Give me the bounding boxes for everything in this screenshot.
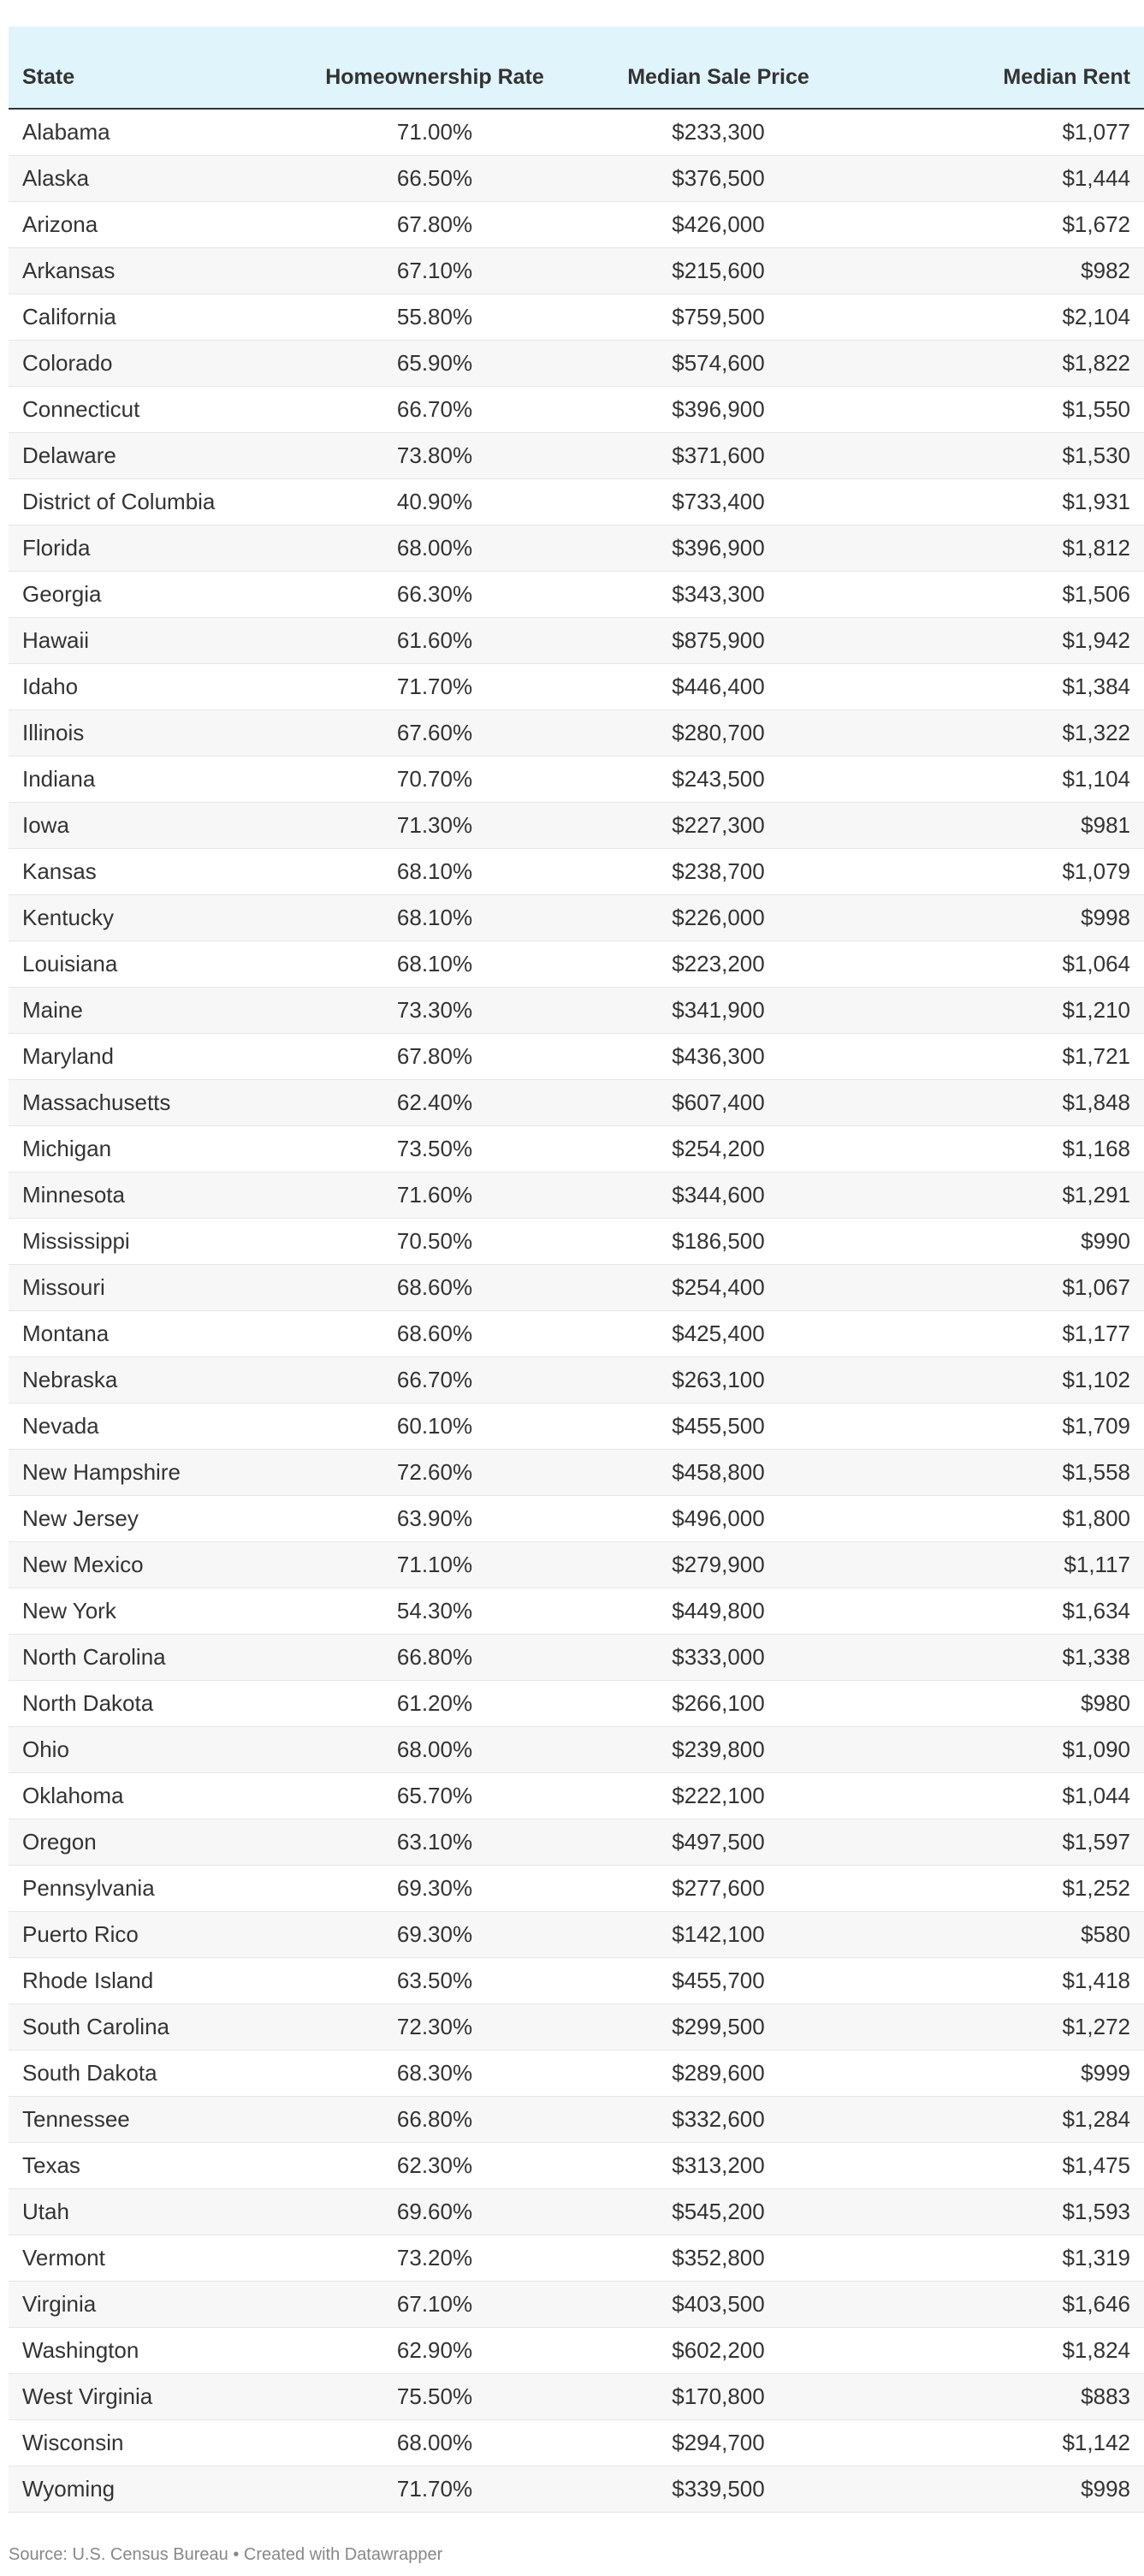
cell-state: Nevada [22, 1412, 99, 1439]
cell-state: Minnesota [22, 1181, 125, 1208]
cell-state: Oregon [22, 1828, 97, 1855]
cell-state: New Jersey [22, 1505, 139, 1531]
cell-median-rent: $1,672 [1062, 211, 1130, 237]
cell-state: Vermont [22, 2244, 105, 2270]
table-row [9, 1495, 1144, 1541]
cell-homeownership-rate: 67.80% [396, 211, 473, 237]
table-row [9, 1218, 1144, 1264]
cell-state: North Dakota [22, 1689, 154, 1716]
cell-median-sale-price: $574,600 [672, 349, 765, 376]
cell-state: Louisiana [22, 950, 118, 976]
cell-homeownership-rate: 68.10% [396, 858, 473, 884]
table-row [9, 1079, 1144, 1125]
cell-homeownership-rate: 71.30% [396, 811, 473, 838]
table-row [9, 1819, 1144, 1865]
cell-median-rent: $1,506 [1062, 580, 1130, 607]
cell-homeownership-rate: 66.70% [396, 1366, 473, 1392]
cell-median-rent: $982 [1081, 257, 1130, 283]
table-row [9, 1911, 1144, 1957]
cell-median-sale-price: $344,600 [672, 1181, 765, 1208]
cell-median-sale-price: $449,800 [672, 1597, 765, 1623]
cell-state: Utah [22, 2198, 69, 2224]
table-row [9, 617, 1144, 663]
cell-state: Kansas [22, 858, 97, 884]
table-row [9, 709, 1144, 756]
table-row [9, 2373, 1144, 2419]
table-row [9, 1957, 1144, 2003]
cell-state: Washington [22, 2336, 139, 2363]
cell-state: Alabama [22, 118, 110, 145]
cell-state: Montana [22, 1320, 110, 1346]
cell-homeownership-rate: 40.90% [396, 488, 473, 514]
table-row [9, 2096, 1144, 2142]
cell-state: Tennessee [22, 2105, 130, 2132]
cell-state: Nebraska [22, 1366, 118, 1392]
cell-state: Wisconsin [22, 2429, 124, 2455]
cell-median-sale-price: $446,400 [672, 673, 765, 699]
cell-state: Iowa [22, 811, 69, 838]
cell-homeownership-rate: 67.10% [396, 257, 473, 283]
cell-median-rent: $1,079 [1062, 858, 1130, 884]
cell-median-sale-price: $545,200 [672, 2198, 765, 2224]
cell-median-rent: $580 [1081, 1920, 1130, 1947]
table-row [9, 1125, 1144, 1172]
cell-median-sale-price: $223,200 [672, 950, 765, 976]
cell-median-rent: $1,444 [1062, 164, 1130, 191]
cell-median-rent: $980 [1081, 1689, 1130, 1716]
cell-state: Hawaii [22, 626, 90, 653]
cell-median-rent: $981 [1081, 811, 1130, 838]
cell-median-sale-price: $343,300 [672, 580, 765, 607]
cell-state: Alaska [22, 164, 90, 191]
cell-median-sale-price: $602,200 [672, 2336, 765, 2363]
column-header-median-rent[interactable]: Median Rent [860, 27, 1144, 109]
cell-median-sale-price: $254,400 [672, 1273, 765, 1300]
cell-state: Illinois [22, 719, 85, 745]
cell-median-rent: $1,044 [1062, 1782, 1130, 1808]
table-row [9, 155, 1144, 201]
table-row [9, 109, 1144, 155]
cell-median-sale-price: $339,500 [672, 2475, 765, 2502]
cell-median-rent: $1,117 [1064, 1551, 1130, 1577]
cell-median-sale-price: $496,000 [672, 1505, 765, 1531]
cell-state: Texas [22, 2152, 80, 2178]
table-row [9, 2050, 1144, 2096]
cell-median-rent: $1,291 [1062, 1181, 1130, 1208]
table-row [9, 1449, 1144, 1495]
table-row [9, 2235, 1144, 2281]
table-row [9, 1033, 1144, 1079]
cell-median-sale-price: $243,500 [672, 765, 765, 792]
cell-median-rent: $998 [1081, 2475, 1130, 2502]
table-row [9, 987, 1144, 1033]
cell-state: South Carolina [22, 2013, 169, 2039]
cell-state: Maine [22, 996, 83, 1023]
cell-median-sale-price: $299,500 [672, 2013, 765, 2039]
cell-median-sale-price: $376,500 [672, 164, 765, 191]
cell-median-sale-price: $759,500 [672, 303, 765, 329]
cell-homeownership-rate: 60.10% [396, 1412, 473, 1439]
cell-homeownership-rate: 55.80% [396, 303, 473, 329]
cell-homeownership-rate: 68.30% [396, 2059, 473, 2086]
cell-median-sale-price: $170,800 [672, 2383, 765, 2409]
cell-state: Mississippi [22, 1227, 130, 1254]
cell-homeownership-rate: 72.30% [396, 2013, 473, 2039]
cell-state: Massachusetts [22, 1089, 171, 1115]
cell-median-rent: $883 [1081, 2383, 1130, 2409]
table-row [9, 294, 1144, 340]
table-row [9, 386, 1144, 432]
cell-median-sale-price: $215,600 [672, 257, 765, 283]
cell-homeownership-rate: 73.30% [396, 996, 473, 1023]
cell-median-rent: $1,338 [1062, 1643, 1130, 1670]
cell-median-rent: $1,800 [1062, 1505, 1130, 1531]
cell-homeownership-rate: 68.00% [396, 534, 473, 561]
cell-median-sale-price: $233,300 [672, 118, 765, 145]
cell-state: Colorado [22, 349, 113, 376]
cell-median-rent: $1,090 [1062, 1736, 1130, 1762]
cell-median-sale-price: $425,400 [672, 1320, 765, 1346]
cell-state: Georgia [22, 580, 102, 607]
column-header-median-sale-price[interactable]: Median Sale Price [577, 27, 860, 109]
cell-median-rent: $1,077 [1062, 118, 1130, 145]
cell-median-rent: $1,721 [1062, 1042, 1130, 1069]
table-row [9, 802, 1144, 848]
cell-homeownership-rate: 73.50% [396, 1135, 473, 1161]
cell-median-sale-price: $607,400 [672, 1089, 765, 1115]
cell-median-rent: $1,942 [1062, 626, 1130, 653]
cell-state: Connecticut [22, 395, 140, 422]
cell-homeownership-rate: 66.70% [396, 395, 473, 422]
table-row [9, 432, 1144, 478]
cell-median-sale-price: $458,800 [672, 1458, 765, 1485]
cell-median-sale-price: $266,100 [672, 1689, 765, 1716]
cell-median-rent: $1,252 [1062, 1874, 1130, 1901]
source-footer: Source: U.S. Census Bureau • Created with Datawrapper [9, 2545, 443, 2564]
table-row [9, 2281, 1144, 2327]
table-row [9, 1403, 1144, 1449]
cell-median-rent: $998 [1081, 904, 1130, 930]
table-body [9, 109, 1144, 2512]
cell-homeownership-rate: 68.00% [396, 1736, 473, 1762]
cell-median-sale-price: $280,700 [672, 719, 765, 745]
cell-homeownership-rate: 66.80% [396, 1643, 473, 1670]
table-row [9, 247, 1144, 294]
cell-homeownership-rate: 73.20% [396, 2244, 473, 2270]
table-row [9, 894, 1144, 941]
cell-homeownership-rate: 62.30% [396, 2152, 473, 2178]
table-row [9, 340, 1144, 386]
cell-median-rent: $1,931 [1062, 488, 1130, 514]
cell-median-sale-price: $333,000 [672, 1643, 765, 1670]
cell-state: Oklahoma [22, 1782, 124, 1808]
cell-homeownership-rate: 68.60% [396, 1273, 473, 1300]
cell-homeownership-rate: 61.20% [396, 1689, 473, 1716]
cell-state: Ohio [22, 1736, 69, 1762]
cell-median-rent: $1,102 [1062, 1366, 1130, 1392]
cell-median-rent: $999 [1081, 2059, 1130, 2086]
cell-median-sale-price: $426,000 [672, 211, 765, 237]
cell-median-rent: $1,319 [1062, 2244, 1130, 2270]
cell-median-rent: $2,104 [1062, 303, 1130, 329]
cell-median-rent: $1,824 [1062, 2336, 1130, 2363]
cell-homeownership-rate: 75.50% [396, 2383, 473, 2409]
cell-median-sale-price: $313,200 [672, 2152, 765, 2178]
table-row [9, 1541, 1144, 1588]
cell-homeownership-rate: 70.70% [396, 765, 473, 792]
cell-homeownership-rate: 66.50% [396, 164, 473, 191]
cell-median-rent: $1,848 [1062, 1089, 1130, 1115]
cell-state: Florida [22, 534, 91, 561]
cell-homeownership-rate: 71.70% [396, 673, 473, 699]
cell-median-rent: $1,064 [1062, 950, 1130, 976]
table-row [9, 2003, 1144, 2050]
cell-median-rent: $1,558 [1062, 1458, 1130, 1485]
cell-homeownership-rate: 73.80% [396, 442, 473, 468]
cell-median-rent: $1,530 [1062, 442, 1130, 468]
cell-homeownership-rate: 71.00% [396, 118, 473, 145]
cell-homeownership-rate: 67.80% [396, 1042, 473, 1069]
cell-homeownership-rate: 68.60% [396, 1320, 473, 1346]
cell-median-rent: $1,067 [1062, 1273, 1130, 1300]
cell-median-rent: $1,322 [1062, 719, 1130, 745]
cell-median-rent: $1,593 [1062, 2198, 1130, 2224]
cell-state: Idaho [22, 673, 79, 699]
cell-median-sale-price: $239,800 [672, 1736, 765, 1762]
cell-state: Rhode Island [22, 1967, 154, 1993]
table-row [9, 1680, 1144, 1726]
table-row [9, 1310, 1144, 1356]
table-container [9, 27, 1130, 2513]
cell-state: Missouri [22, 1273, 105, 1300]
table-row [9, 1264, 1144, 1310]
cell-median-rent: $1,475 [1062, 2152, 1130, 2178]
table-row [9, 1865, 1144, 1911]
cell-state: Pennsylvania [22, 1874, 155, 1901]
cell-median-rent: $1,272 [1062, 2013, 1130, 2039]
cell-state: South Dakota [22, 2059, 157, 2086]
table-header [9, 27, 1144, 109]
cell-homeownership-rate: 69.60% [396, 2198, 473, 2224]
cell-median-rent: $1,418 [1062, 1967, 1130, 1993]
table-row [9, 1356, 1144, 1403]
cell-homeownership-rate: 63.50% [396, 1967, 473, 1993]
table-row [9, 1172, 1144, 1218]
cell-median-rent: $1,104 [1062, 765, 1130, 792]
cell-state: Puerto Rico [22, 1920, 139, 1947]
table-row [9, 756, 1144, 802]
cell-homeownership-rate: 62.90% [396, 2336, 473, 2363]
cell-median-rent: $1,646 [1062, 2290, 1130, 2317]
cell-state: Virginia [22, 2290, 97, 2317]
table-row [9, 2466, 1144, 2512]
cell-median-sale-price: $352,800 [672, 2244, 765, 2270]
table-row [9, 1634, 1144, 1680]
cell-state: Wyoming [22, 2475, 116, 2502]
table-row [9, 1772, 1144, 1819]
cell-median-sale-price: $277,600 [672, 1874, 765, 1901]
cell-median-sale-price: $497,500 [672, 1828, 765, 1855]
cell-median-sale-price: $875,900 [672, 626, 765, 653]
cell-homeownership-rate: 65.70% [396, 1782, 473, 1808]
table-row [9, 663, 1144, 709]
cell-homeownership-rate: 72.60% [396, 1458, 473, 1485]
cell-homeownership-rate: 71.60% [396, 1181, 473, 1208]
cell-median-sale-price: $186,500 [672, 1227, 765, 1254]
cell-state: New York [22, 1597, 116, 1623]
cell-homeownership-rate: 69.30% [396, 1874, 473, 1901]
cell-homeownership-rate: 66.30% [396, 580, 473, 607]
cell-homeownership-rate: 67.60% [396, 719, 473, 745]
cell-median-sale-price: $142,100 [672, 1920, 765, 1947]
cell-state: New Mexico [22, 1551, 144, 1577]
cell-state: Delaware [22, 442, 116, 468]
cell-median-rent: $1,177 [1062, 1320, 1130, 1346]
cell-median-rent: $1,210 [1062, 996, 1130, 1023]
table-row [9, 1726, 1144, 1772]
cell-median-sale-price: $263,100 [672, 1366, 765, 1392]
cell-homeownership-rate: 68.00% [396, 2429, 473, 2455]
cell-homeownership-rate: 65.90% [396, 349, 473, 376]
cell-median-sale-price: $733,400 [672, 488, 765, 514]
table-row [9, 201, 1144, 247]
cell-median-sale-price: $227,300 [672, 811, 765, 838]
table-row [9, 478, 1144, 525]
cell-median-sale-price: $254,200 [672, 1135, 765, 1161]
table-row [9, 2419, 1144, 2466]
cell-homeownership-rate: 54.30% [396, 1597, 473, 1623]
cell-median-rent: $1,709 [1062, 1412, 1130, 1439]
cell-median-rent: $1,597 [1062, 1828, 1130, 1855]
cell-median-rent: $1,550 [1062, 395, 1130, 422]
cell-median-sale-price: $371,600 [672, 442, 765, 468]
cell-homeownership-rate: 68.10% [396, 904, 473, 930]
cell-median-rent: $1,634 [1062, 1597, 1130, 1623]
cell-homeownership-rate: 66.80% [396, 2105, 473, 2132]
cell-median-rent: $1,812 [1062, 534, 1130, 561]
cell-median-sale-price: $226,000 [672, 904, 765, 930]
table-row [9, 2327, 1144, 2373]
column-header-homeownership-rate[interactable]: Homeownership Rate [293, 27, 577, 109]
cell-median-sale-price: $455,500 [672, 1412, 765, 1439]
cell-median-rent: $1,168 [1062, 1135, 1130, 1161]
cell-median-sale-price: $396,900 [672, 395, 765, 422]
housing-table [9, 27, 1144, 2513]
cell-median-sale-price: $222,100 [672, 1782, 765, 1808]
cell-state: Maryland [22, 1042, 114, 1069]
cell-median-rent: $1,142 [1062, 2429, 1130, 2455]
cell-homeownership-rate: 68.10% [396, 950, 473, 976]
cell-median-sale-price: $238,700 [672, 858, 765, 884]
cell-homeownership-rate: 70.50% [396, 1227, 473, 1254]
cell-state: Michigan [22, 1135, 112, 1161]
table-row [9, 2142, 1144, 2188]
cell-homeownership-rate: 71.10% [396, 1551, 473, 1577]
cell-median-sale-price: $436,300 [672, 1042, 765, 1069]
cell-homeownership-rate: 71.70% [396, 2475, 473, 2502]
table-row [9, 2188, 1144, 2235]
table-row [9, 1588, 1144, 1634]
cell-homeownership-rate: 62.40% [396, 1089, 473, 1115]
cell-homeownership-rate: 63.90% [396, 1505, 473, 1531]
cell-state: California [22, 303, 116, 329]
cell-median-sale-price: $341,900 [672, 996, 765, 1023]
cell-state: Arkansas [22, 257, 116, 283]
cell-median-sale-price: $455,700 [672, 1967, 765, 1993]
cell-median-rent: $1,384 [1062, 673, 1130, 699]
cell-median-sale-price: $396,900 [672, 534, 765, 561]
cell-state: District of Columbia [22, 488, 216, 514]
cell-median-rent: $990 [1081, 1227, 1130, 1254]
cell-state: Kentucky [22, 904, 114, 930]
cell-median-sale-price: $403,500 [672, 2290, 765, 2317]
cell-homeownership-rate: 61.60% [396, 626, 473, 653]
table-row [9, 571, 1144, 617]
cell-median-sale-price: $294,700 [672, 2429, 765, 2455]
cell-median-sale-price: $332,600 [672, 2105, 765, 2132]
cell-homeownership-rate: 63.10% [396, 1828, 473, 1855]
cell-median-sale-price: $289,600 [672, 2059, 765, 2086]
cell-median-rent: $1,284 [1062, 2105, 1130, 2132]
table-row [9, 525, 1144, 571]
cell-state: Indiana [22, 765, 96, 792]
cell-homeownership-rate: 67.10% [396, 2290, 473, 2317]
cell-state: Arizona [22, 211, 98, 237]
cell-median-rent: $1,822 [1062, 349, 1130, 376]
header-row [9, 27, 1144, 109]
cell-state: West Virginia [22, 2383, 153, 2409]
column-header-state[interactable]: State [9, 27, 293, 109]
cell-state: New Hampshire [22, 1458, 181, 1485]
cell-homeownership-rate: 69.30% [396, 1920, 473, 1947]
table-row [9, 941, 1144, 987]
cell-state: North Carolina [22, 1643, 166, 1670]
cell-median-sale-price: $279,900 [672, 1551, 765, 1577]
table-row [9, 848, 1144, 894]
